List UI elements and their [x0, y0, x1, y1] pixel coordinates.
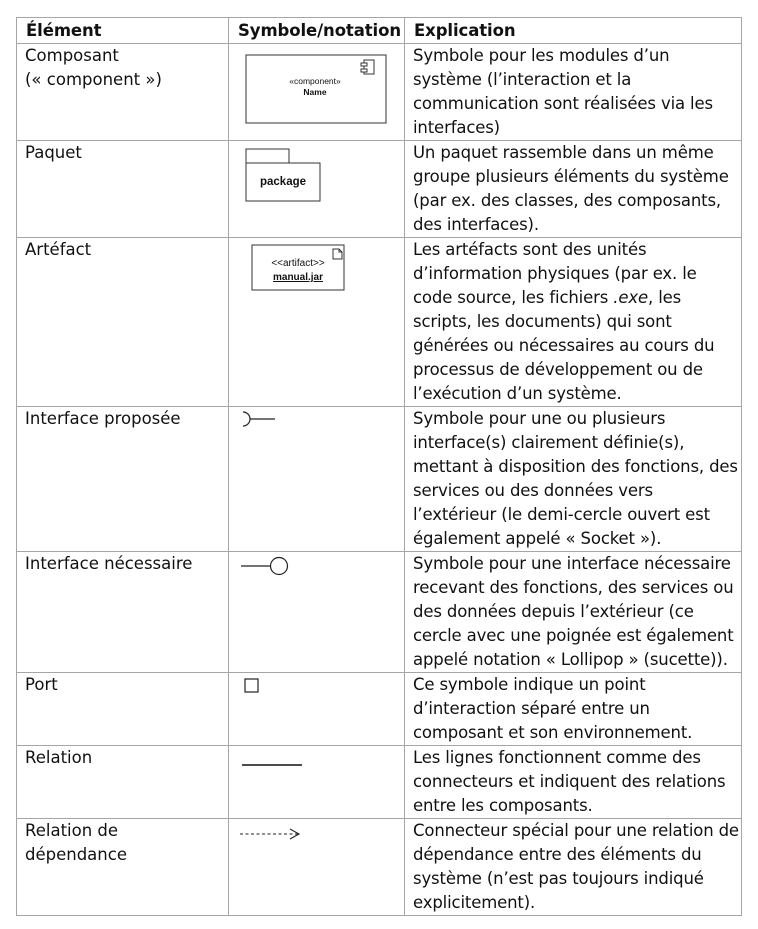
explanation-cell: Symbole pour les modules d’un système (l’interaction et la communication sont réalisées via les interfaces) — [405, 44, 742, 141]
table-row — [17, 673, 742, 746]
element-cell: Artéfact — [17, 238, 229, 407]
header-symbol: Symbole/notation — [229, 18, 405, 44]
explanation-cell: Les lignes fonctionnent comme des connecteurs et indiquent des relations entre les composants. — [405, 746, 742, 819]
explanation-cell — [405, 238, 742, 407]
port-icon — [229, 673, 405, 745]
symbol-cell — [229, 44, 405, 141]
component-name: Name — [303, 87, 327, 97]
symbol-cell — [229, 407, 405, 552]
explanation-cell: Connecteur spécial pour une relation de dépendance entre des éléments du système (n’est pas toujours indiqué explicitement). — [405, 819, 742, 916]
artifact-name: manual.jar — [272, 272, 324, 283]
table-row — [17, 407, 742, 552]
symbol-cell — [229, 141, 405, 238]
component-icon — [229, 44, 405, 140]
element-cell: Relation — [17, 746, 229, 819]
dependency-arrow-icon — [229, 819, 405, 915]
element-cell: Paquet — [17, 141, 229, 238]
header-element: Élément — [17, 18, 229, 44]
table-row — [17, 819, 742, 916]
symbol-cell — [229, 238, 405, 407]
header-row — [17, 18, 742, 44]
header-explanation: Explication — [405, 18, 742, 44]
explanation-italic: .exe — [613, 288, 648, 307]
explanation-text: , les scripts, les documents) qui sont générées ou nécessaires au cours du processus de développement ou de l’exécution d’un système. — [413, 288, 715, 403]
symbol-cell — [229, 746, 405, 819]
explanation-cell: Symbole pour une interface nécessaire recevant des fonctions, des services ou des données depuis l’extérieur (ce cercle avec une poignée est également appelé notation « Lollipop » (sucette)). — [405, 552, 742, 673]
element-cell: Composant (« component ») — [17, 44, 229, 141]
lollipop-icon — [229, 552, 405, 673]
package-name: package — [259, 176, 307, 188]
table-row — [17, 141, 742, 238]
uml-notation-table — [16, 17, 742, 916]
element-cell: Interface proposée — [17, 407, 229, 552]
explanation-cell: Un paquet rassemble dans un même groupe plusieurs éléments du système (par ex. des classes, des composants, des interfaces). — [405, 141, 742, 238]
table-row — [17, 238, 742, 407]
socket-icon — [229, 407, 405, 551]
element-cell: Interface nécessaire — [17, 552, 229, 673]
artifact-stereotype: <<artifact>> — [271, 258, 325, 269]
symbol-cell — [229, 819, 405, 916]
artifact-icon — [229, 238, 405, 406]
symbol-cell — [229, 673, 405, 746]
table-row — [17, 552, 742, 673]
table-row — [17, 746, 742, 819]
explanation-text: Les artéfacts sont des unités d’information physiques (par ex. le code source, les fichiers — [413, 240, 697, 307]
component-stereotype: «component» — [289, 76, 341, 86]
table-row — [17, 44, 742, 141]
element-cell: Port — [17, 673, 229, 746]
explanation-cell: Ce symbole indique un point d’interaction séparé entre un composant et son environnement. — [405, 673, 742, 746]
package-icon — [229, 141, 405, 238]
explanation-cell: Symbole pour une ou plusieurs interface(s) clairement définie(s), mettant à disposition des fonctions, des services ou des données vers l’extérieur (le demi-cercle ouvert est également appelé « Socket »). — [405, 407, 742, 552]
symbol-cell — [229, 552, 405, 673]
relation-line-icon — [229, 746, 405, 819]
element-cell: Relation de dépendance — [17, 819, 229, 916]
